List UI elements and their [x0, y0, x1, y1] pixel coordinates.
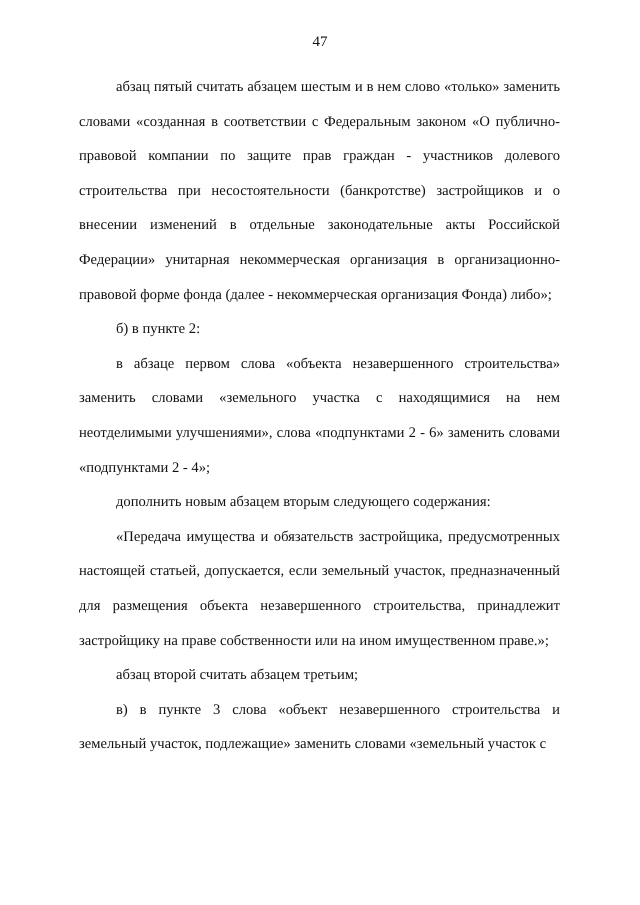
paragraph: абзац второй считать абзацем третьим; — [116, 667, 359, 684]
paragraph: в абзаце первом слова «объекта незавершенного строительства» заменить словами «земельного участка с находящимися на нем неотделимыми улучшениями», слова «подпунктами 2 - 6» заменить словами «подпунктами 2 - 4»; — [79, 355, 560, 476]
paragraph-last: в) в пункте 3 слова «объект незавершенного строительства и земельный участок, подлежащие» заменить словами «земельный участок с — [79, 701, 560, 753]
page-number: 47 — [312, 34, 328, 50]
paragraph: абзац пятый считать абзацем шестым и в нем слово «только» заменить словами «созданная в соответствии с Федеральным законом «О публично-правовой компании по защите прав граждан - участников долевого строительства при несостоятельности (банкротстве) застройщиков и о внесении изменений в отдельные законодательные акты Российской Федерации» унитарная некоммерческая организация в организационно-правовой форме фонда (далее - некоммерческая организация Фонда) либо»; — [79, 79, 560, 303]
document-body — [79, 70, 560, 762]
paragraph: «Передача имущества и обязательств застройщика, предусмотренных настоящей статьей, допускается, если земельный участок, предназначенный для размещения объекта незавершенного строительства, принадлежит застройщику на праве собственности или на ином имущественном праве.»; — [79, 528, 560, 649]
paragraph: дополнить новым абзацем вторым следующего содержания: — [116, 494, 491, 511]
paragraph: б) в пункте 2: — [116, 321, 201, 338]
